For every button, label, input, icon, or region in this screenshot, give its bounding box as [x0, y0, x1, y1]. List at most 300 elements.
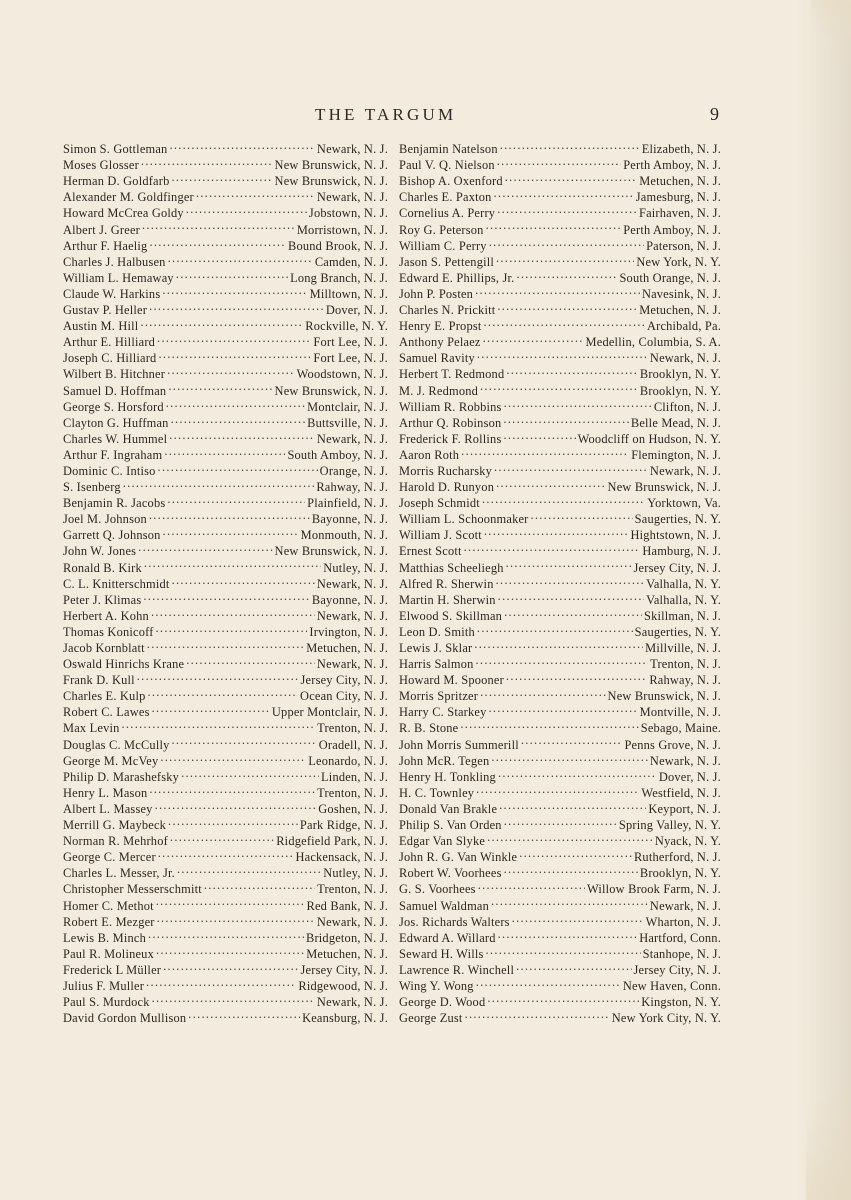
student-name: George C. Mercer	[63, 850, 156, 865]
dot-leader	[186, 652, 315, 668]
dot-leader	[484, 523, 629, 539]
student-name: George S. Horsford	[63, 399, 164, 414]
dot-leader	[152, 700, 270, 716]
hometown: Newark, N. J.	[316, 142, 388, 157]
student-name: Joel M. Johnson	[63, 512, 147, 527]
hometown: Navesink, N. J.	[641, 286, 721, 301]
hometown: Rahway, N. J.	[316, 480, 388, 495]
dot-leader	[465, 1006, 610, 1022]
student-name: Benjamin Natelson	[399, 142, 498, 157]
dot-leader	[461, 443, 629, 459]
dot-leader	[152, 990, 315, 1006]
hometown: Willow Brook Farm, N. J.	[586, 882, 721, 897]
student-name: Howard McCrea Goldy	[63, 206, 184, 221]
dot-leader	[506, 668, 647, 684]
student-name: Elwood S. Skillman	[399, 608, 503, 623]
hometown: Fairhaven, N. J.	[638, 206, 721, 221]
dot-leader	[137, 668, 299, 684]
dot-leader	[171, 169, 272, 185]
student-name: Garrett Q. Johnson	[63, 528, 161, 543]
student-name: Charles N. Prickitt	[399, 303, 496, 318]
student-name: Merrill G. Maybeck	[63, 818, 167, 833]
student-name: Julius F. Muller	[63, 978, 145, 993]
dot-leader	[172, 732, 317, 748]
dot-leader	[482, 491, 645, 507]
dot-leader	[160, 749, 306, 765]
student-name: Dominic C. Intiso	[63, 463, 156, 478]
student-name: Christopher Messerschmitt	[63, 882, 202, 897]
student-name: Frank D. Kull	[63, 673, 135, 688]
student-name: Herman D. Goldfarb	[63, 174, 170, 189]
hometown: Belle Mead, N. J.	[630, 415, 721, 430]
dot-leader	[487, 829, 653, 845]
hometown: Metuchen, N. J.	[639, 303, 721, 318]
student-name: Harris Salmon	[399, 657, 474, 672]
dot-leader	[204, 877, 315, 893]
hometown: Newark, N. J.	[649, 351, 721, 366]
hometown: Newark, N. J.	[316, 995, 388, 1010]
student-name: Samuel Ravity	[399, 351, 475, 366]
hometown: Leonardo, N. J.	[308, 753, 388, 768]
dot-leader	[170, 829, 274, 845]
student-name: Wing Y. Wong	[399, 978, 474, 993]
student-name: Herbert T. Redmond	[399, 367, 505, 382]
dot-leader	[504, 604, 642, 620]
dot-leader	[176, 266, 288, 282]
hometown: Milltown, N. J.	[309, 286, 388, 301]
student-name: Ronald B. Kirk	[63, 560, 142, 575]
dot-leader	[164, 443, 285, 459]
hometown: Jersey City, N. J.	[300, 962, 388, 977]
hometown: Kingston, N. Y.	[641, 995, 721, 1010]
student-name: C. L. Knitterschmidt	[63, 576, 170, 591]
hometown: Westfield, N. J.	[641, 785, 721, 800]
right-column-list	[399, 137, 721, 1026]
hometown: Ridgewood, N. J.	[298, 978, 388, 993]
dot-leader	[168, 378, 272, 394]
dot-leader	[516, 958, 631, 974]
dot-leader	[186, 201, 307, 217]
student-name: Charles E. Kulp	[63, 689, 146, 704]
student-name: Henry E. Propst	[399, 319, 482, 334]
student-name: Philip D. Marashefsky	[63, 769, 180, 784]
hometown: Brooklyn, N. Y.	[639, 383, 721, 398]
hometown: Oradell, N. J.	[318, 737, 388, 752]
student-name: Howard M. Spooner	[399, 673, 504, 688]
dot-leader	[149, 507, 310, 523]
hometown: Linden, N. J.	[321, 769, 388, 784]
hometown: New Brunswick, N. J.	[607, 480, 721, 495]
hometown: Brooklyn, N. Y.	[639, 866, 721, 881]
hometown: Medellin, Columbia, S. A.	[585, 335, 721, 350]
hometown: Valhalla, N. Y.	[646, 576, 721, 591]
student-name: Paul S. Murdock	[63, 995, 150, 1010]
dot-leader	[494, 185, 634, 201]
dot-leader	[464, 539, 641, 555]
hometown: Brooklyn, N. Y.	[639, 367, 721, 382]
dot-leader	[169, 427, 315, 443]
dot-leader	[169, 137, 314, 153]
student-name: Herbert A. Kohn	[63, 608, 149, 623]
dot-leader	[497, 153, 621, 169]
hometown: Paterson, N. J.	[646, 238, 721, 253]
hometown: Newark, N. J.	[316, 657, 388, 672]
hometown: Trenton, N. J.	[317, 882, 388, 897]
student-name: Edward E. Phillips, Jr.	[399, 270, 515, 285]
student-name: Austin M. Hill	[63, 319, 139, 334]
dot-leader	[146, 974, 296, 990]
student-name: Lewis J. Sklar	[399, 641, 473, 655]
hometown: South Orange, N. J.	[619, 270, 721, 285]
hometown: Nutley, N. J.	[323, 866, 388, 881]
hometown: Hamburg, N. J.	[642, 544, 721, 559]
student-name: Lawrence R. Winchell	[399, 962, 515, 977]
hometown: Keansburg, N. J.	[302, 1011, 388, 1026]
student-name: Jos. Richards Walters	[399, 914, 510, 929]
hometown: Metuchen, N. J.	[306, 946, 388, 961]
hometown: New Brunswick, N. J.	[274, 174, 388, 189]
student-name: Gustav P. Heller	[63, 303, 148, 318]
student-name: Simon S. Gottleman	[63, 142, 168, 157]
hometown: South Amboy, N. J.	[287, 447, 388, 462]
student-name: Robert E. Mezger	[63, 914, 155, 929]
hometown: Woodstown, N. J.	[296, 367, 388, 382]
dot-leader	[188, 1006, 300, 1022]
student-name: Edgar Van Slyke	[399, 834, 486, 849]
student-name: Robert W. Voorhees	[399, 866, 502, 881]
hometown: Penns Grove, N. J.	[624, 737, 721, 752]
dot-leader	[143, 588, 310, 604]
dot-leader	[516, 266, 617, 282]
hometown: Trenton, N. J.	[317, 721, 388, 736]
student-name: John W. Jones	[63, 544, 137, 559]
dot-leader	[138, 539, 272, 555]
dot-leader	[168, 813, 298, 829]
student-name: Seward H. Wills	[399, 946, 484, 961]
dot-leader	[484, 314, 645, 330]
hometown: Camden, N. J.	[314, 254, 388, 269]
hometown: Buttsville, N. J.	[307, 415, 388, 430]
hometown: Skillman, N. J.	[643, 608, 721, 623]
dot-leader	[167, 491, 305, 507]
hometown: Valhalla, N. Y.	[646, 592, 721, 607]
hometown: Rahway, N. J.	[649, 673, 721, 688]
hometown: Montclair, N. J.	[307, 399, 388, 414]
dot-leader	[144, 555, 321, 571]
hometown: Red Bank, N. J.	[306, 898, 388, 913]
student-name: William R. Robbins	[399, 399, 502, 414]
dot-leader	[149, 234, 286, 250]
dot-leader	[158, 346, 311, 362]
student-name: Robert C. Lawes	[63, 705, 150, 720]
hometown: Hightstown, N. J.	[630, 528, 721, 543]
dot-leader	[149, 298, 324, 314]
student-name: Frederick L Müller	[63, 962, 162, 977]
student-name: Roy G. Peterson	[399, 222, 484, 237]
student-name: Leon D. Smith	[399, 624, 475, 639]
dot-leader	[477, 620, 633, 636]
student-name: Harold D. Runyon	[399, 480, 495, 495]
list-item	[63, 137, 388, 157]
hometown: Nyack, N. Y.	[654, 834, 721, 849]
student-name: Arthur F. Haelig	[63, 238, 148, 253]
student-name: Charles E. Paxton	[399, 190, 492, 205]
dot-leader	[480, 378, 638, 394]
dot-leader	[519, 845, 632, 861]
dot-leader	[498, 765, 657, 781]
dot-leader	[172, 572, 315, 588]
dot-leader	[196, 185, 315, 201]
page-number: 9	[710, 104, 719, 124]
hometown: Stanhope, N. J.	[642, 946, 721, 961]
hometown: New Brunswick, N. J.	[274, 158, 388, 173]
student-name: Max Levin	[63, 721, 120, 736]
hometown: New Haven, Conn.	[622, 978, 721, 993]
hometown: Goshen, N. J.	[318, 801, 388, 816]
hometown: Jamesburg, N. J.	[635, 190, 721, 205]
hometown: Newark, N. J.	[649, 898, 721, 913]
left-column-list	[63, 137, 388, 1026]
student-name: Martin H. Sherwin	[399, 592, 496, 607]
dot-leader	[498, 926, 638, 942]
student-name: Jacob Kornblatt	[63, 641, 145, 655]
hometown: Upper Montclair, N. J.	[271, 705, 388, 720]
hometown: Clifton, N. J.	[653, 399, 721, 414]
page-corner-fold	[811, 0, 851, 60]
student-name: Samuel Waldman	[399, 898, 490, 913]
dot-leader	[168, 250, 313, 266]
student-name: Joseph Schmidt	[399, 496, 480, 511]
dot-leader	[148, 684, 299, 700]
dot-leader	[506, 362, 638, 378]
dot-leader	[486, 217, 622, 233]
hometown: Hartford, Conn.	[639, 930, 721, 945]
hometown: Jersey City, N. J.	[633, 962, 721, 977]
hometown: Bayonne, N. J.	[311, 512, 388, 527]
hometown: Metuchen, N. J.	[639, 174, 721, 189]
dot-leader	[162, 282, 307, 298]
hometown: Wharton, N. J.	[645, 914, 721, 929]
student-name: Philip S. Van Orden	[399, 818, 502, 833]
hometown: Newark, N. J.	[316, 914, 388, 929]
hometown: Trenton, N. J.	[317, 785, 388, 800]
hometown: Saugerties, N. Y.	[634, 624, 721, 639]
student-name: Arthur F. Ingraham	[63, 447, 163, 462]
hometown: Bridgeton, N. J.	[305, 930, 388, 945]
dot-leader	[521, 732, 623, 748]
dot-leader	[141, 153, 273, 169]
hometown: Perth Amboy, N. J.	[623, 222, 721, 237]
hometown: Fort Lee, N. J.	[313, 351, 388, 366]
dot-leader	[496, 250, 634, 266]
hometown: Elizabeth, N. J.	[641, 142, 721, 157]
student-name: Lewis B. Minch	[63, 930, 146, 945]
dot-leader	[504, 861, 638, 877]
student-name: Anthony Pelaez	[399, 335, 481, 350]
hometown: Montville, N. J.	[639, 705, 721, 720]
student-name: John P. Posten	[399, 286, 474, 301]
hometown: Plainfield, N. J.	[307, 496, 388, 511]
hometown: Newark, N. J.	[316, 608, 388, 623]
dot-leader	[163, 523, 299, 539]
dot-leader	[149, 781, 315, 797]
dot-leader	[496, 475, 605, 491]
student-name: William C. Perry	[399, 238, 487, 253]
dot-leader	[491, 893, 648, 909]
hometown: Rutherford, N. J.	[633, 850, 721, 865]
hometown: Millville, N. J.	[645, 641, 721, 655]
hometown: Ridgefield Park, N. J.	[276, 834, 388, 849]
dot-leader	[460, 716, 638, 732]
page-bottom-fold	[806, 1050, 851, 1200]
hometown: New Brunswick, N. J.	[274, 544, 388, 559]
hometown: New Brunswick, N. J.	[274, 383, 388, 398]
hometown: New York City, N. Y.	[611, 1011, 721, 1026]
student-name: John McR. Tegen	[399, 753, 490, 768]
hometown: Jobstown, N. J.	[308, 206, 388, 221]
dot-leader	[156, 942, 304, 958]
student-name: Alfred R. Sherwin	[399, 576, 494, 591]
hometown: Bayonne, N. J.	[311, 592, 388, 607]
running-title: THE TARGUM	[315, 105, 457, 124]
dot-leader	[480, 684, 605, 700]
student-name: Alexander M. Goldfinger	[63, 190, 194, 205]
student-name: Ernest Scott	[399, 544, 462, 559]
student-name: Arthur E. Hilliard	[63, 335, 156, 350]
hometown: Morristown, N. J.	[296, 222, 388, 237]
dot-leader	[156, 620, 308, 636]
student-name: William L. Hemaway	[63, 270, 174, 285]
hometown: Woodcliff on Hudson, N. Y.	[577, 431, 721, 446]
page-header	[0, 105, 851, 129]
student-name: Douglas C. McCully	[63, 737, 170, 752]
student-name: H. C. Townley	[399, 785, 475, 800]
dot-leader	[158, 459, 318, 475]
hometown: New Brunswick, N. J.	[607, 689, 721, 704]
hometown: Archibald, Pa.	[646, 319, 721, 334]
student-name: Charles W. Hummel	[63, 431, 168, 446]
student-name: Moses Glosser	[63, 158, 139, 173]
student-name: Bishop A. Oxenford	[399, 174, 503, 189]
hometown: Newark, N. J.	[316, 190, 388, 205]
student-name: Joseph C. Hilliard	[63, 351, 157, 366]
hometown: Hackensack, N. J.	[295, 850, 388, 865]
student-name: Samuel D. Hoffman	[63, 383, 167, 398]
dot-leader	[494, 459, 648, 475]
hometown: Perth Amboy, N. J.	[623, 158, 721, 173]
dot-leader	[489, 700, 638, 716]
dot-leader	[506, 555, 632, 571]
student-name: Aaron Roth	[399, 447, 460, 462]
dot-leader	[491, 749, 648, 765]
student-name: Benjamin R. Jacobs	[63, 496, 166, 511]
hometown: Park Ridge, N. J.	[299, 818, 388, 833]
dot-leader	[497, 298, 637, 314]
student-name: Morris Spritzer	[399, 689, 479, 704]
student-name: George D. Wood	[399, 995, 486, 1010]
hometown: Jersey City, N. J.	[633, 560, 721, 575]
student-name: Jason S. Pettengill	[399, 254, 495, 269]
student-name: Norman R. Mehrhof	[63, 834, 168, 849]
student-name: R. B. Stone	[399, 721, 459, 736]
hometown: Newark, N. J.	[649, 753, 721, 768]
student-name: David Gordon Mullison	[63, 1011, 187, 1026]
dot-leader	[474, 636, 643, 652]
student-name: Albert L. Massey	[63, 801, 153, 816]
dot-leader	[157, 910, 315, 926]
student-name: Wilbert B. Hitchner	[63, 367, 166, 382]
dot-leader	[157, 330, 311, 346]
dot-leader	[476, 652, 649, 668]
hometown: Sebago, Maine.	[640, 721, 721, 736]
dot-leader	[498, 588, 644, 604]
student-name: Paul V. Q. Nielson	[399, 158, 495, 173]
dot-leader	[503, 427, 575, 443]
dot-leader	[177, 861, 321, 877]
dot-leader	[505, 169, 637, 185]
student-name: Henry L. Mason	[63, 785, 148, 800]
student-name: Charles J. Halbusen	[63, 254, 166, 269]
dot-leader	[477, 346, 648, 362]
dot-leader	[499, 797, 646, 813]
student-name: Homer C. Methot	[63, 898, 154, 913]
student-name: William J. Scott	[399, 528, 482, 543]
student-name: M. J. Redmond	[399, 383, 479, 398]
dot-leader	[504, 813, 617, 829]
dot-leader	[531, 507, 633, 523]
dot-leader	[171, 411, 306, 427]
dot-leader	[496, 572, 644, 588]
student-name: William L. Schoonmaker	[399, 512, 529, 527]
dot-leader	[512, 910, 644, 926]
student-name: Claude W. Harkins	[63, 286, 161, 301]
dot-leader	[151, 604, 315, 620]
hometown: Jersey City, N. J.	[300, 673, 388, 688]
student-name: Oswald Hinrichs Krane	[63, 657, 185, 672]
student-name: John R. G. Van Winkle	[399, 850, 518, 865]
dot-leader	[140, 314, 303, 330]
dot-leader	[483, 330, 584, 346]
dot-leader	[486, 942, 641, 958]
student-name: Harry C. Starkey	[399, 705, 487, 720]
hometown: Monmouth, N. J.	[300, 528, 388, 543]
dot-leader	[158, 845, 294, 861]
dot-leader	[500, 137, 640, 153]
dot-leader	[147, 636, 304, 652]
hometown: Flemington, N. J.	[631, 447, 721, 462]
student-name: Henry H. Tonkling	[399, 769, 496, 784]
student-name: G. S. Voorhees	[399, 882, 476, 897]
hometown: Long Branch, N. J.	[290, 270, 388, 285]
hometown: Dover, N. J.	[658, 769, 721, 784]
dot-leader	[478, 877, 585, 893]
dot-leader	[167, 362, 295, 378]
dot-leader	[156, 893, 305, 909]
dot-leader	[489, 234, 644, 250]
dot-leader	[122, 716, 316, 732]
hometown: Newark, N. J.	[316, 576, 388, 591]
dot-leader	[123, 475, 315, 491]
dot-leader	[503, 411, 628, 427]
student-name: George Zust	[399, 1011, 463, 1026]
student-name: Morris Rucharsky	[399, 463, 493, 478]
dot-leader	[148, 926, 304, 942]
dot-leader	[181, 765, 319, 781]
hometown: Fort Lee, N. J.	[313, 335, 388, 350]
dot-leader	[487, 990, 639, 1006]
hometown: Ocean City, N. J.	[300, 689, 388, 704]
hometown: Spring Valley, N. Y.	[618, 818, 721, 833]
